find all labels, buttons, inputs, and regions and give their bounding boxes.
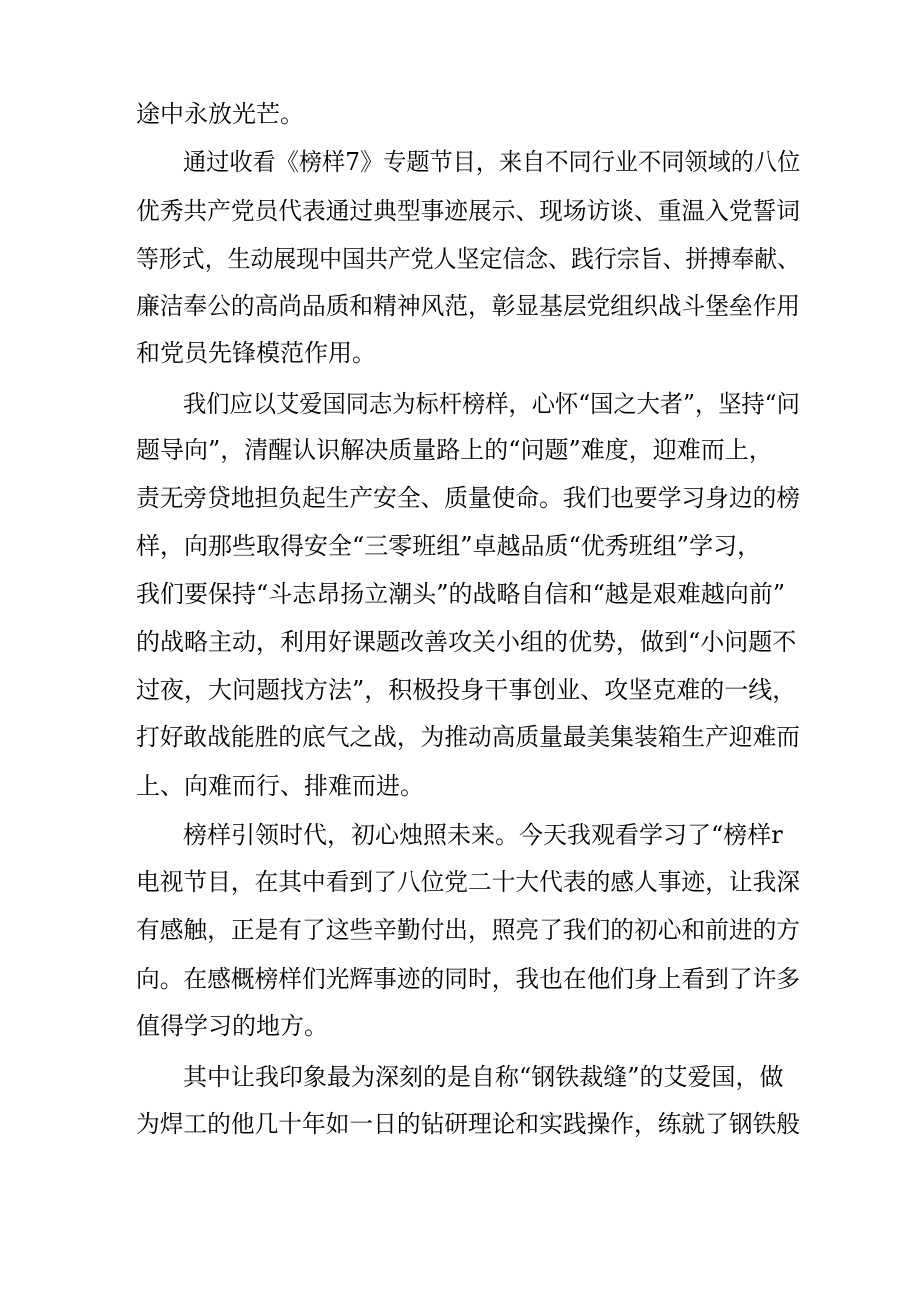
text-line: 我们要保持“斗志昂扬立潮头”的战略自信和“越是艰难越向前”	[136, 580, 786, 608]
text-line: 向。在感概榜样们光辉事迹的同时，我也在他们身上看到了许多	[136, 965, 801, 993]
text-line: 等形式，生动展现中国共产党人坚定信念、践行宗旨、拼搏奉献、	[136, 245, 800, 273]
text-line: 的战略主动，利用好课题改善攻关小组的优势，做到“小问题不	[136, 628, 797, 656]
text-line: 样，向那些取得安全“三零班组”卓越品质“优秀班组”学习，	[136, 532, 762, 560]
text-line: 和党员先锋模范作用。	[136, 339, 376, 367]
text-line: 电视节目，在其中看到了八位党二十大代表的感人事迹，让我深	[136, 868, 801, 896]
text-line: 优秀共产党员代表通过典型事迹展示、现场访谈、重温入党誓词	[136, 197, 801, 225]
text-line: 责无旁贷地担负起生产安全、质量使命。我们也要学习身边的榜	[136, 484, 801, 512]
text-line: 上、向难而行、排难而进。	[136, 772, 424, 800]
text-line: 其中让我印象最为深刻的是自称“钢铁裁缝”的艾爱国，做	[183, 1063, 784, 1091]
text-line: 廉洁奉公的高尚品质和精神风范，彰显基层党组织战斗堡垒作用	[136, 292, 801, 320]
text-line: 题导向”，清醒认识解决质量路上的“问题”难度，迎难而上，	[136, 436, 773, 464]
text-line: 过夜，大问题找方法”，积极投身干事创业、攻坚克难的一线，	[136, 676, 797, 704]
text-line: 榜样引领时代，初心烛照未来。今天我观看学习了“榜样r	[183, 821, 783, 849]
text-line: 为焊工的他几十年如一日的钻研理论和实践操作，练就了钢铁般	[136, 1110, 801, 1138]
text-line: 通过收看《榜样7》专题节目，来自不同行业不同领域的八位	[183, 148, 801, 176]
text-line: 我们应以艾爱国同志为标杆榜样，心怀“国之大者”，坚持“问	[183, 390, 800, 418]
text-line: 途中永放光芒。	[136, 100, 304, 128]
text-line: 打好敢战能胜的底气之战，为推动高质量最美集装箱生产迎难而	[136, 723, 801, 751]
text-line: 有感触，正是有了这些辛勤付出，照亮了我们的初心和前进的方	[136, 916, 801, 944]
text-line: 值得学习的地方。	[136, 1012, 328, 1040]
